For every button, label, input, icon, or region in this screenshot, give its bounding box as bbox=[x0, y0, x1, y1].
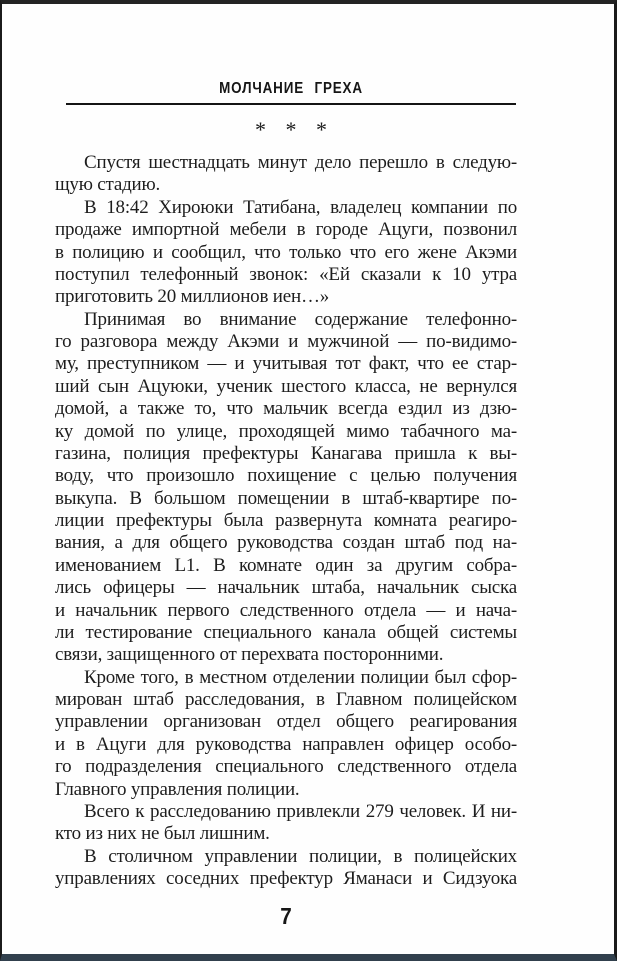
text-line: ку домой по улице, проходящей мимо табачного ма- bbox=[55, 420, 517, 442]
text-line: лись офицеры — начальник штаба, начальник сыска bbox=[55, 577, 517, 599]
text-line: го разговора между Акэми и мужчиной — по-видимо- bbox=[55, 331, 517, 352]
text-line: продаже импортной мебели в городе Ацуги, позвонил bbox=[55, 219, 517, 241]
text-line: Главного управления полиции. bbox=[55, 778, 300, 800]
text-line: воду, что произошло похищение с целью получения bbox=[55, 465, 517, 487]
text-line: Всего к расследованию привлекли 279 человек. И ни- bbox=[84, 800, 517, 822]
text-line: именованием L1. В комнате один за другим собра- bbox=[55, 554, 517, 576]
body-text bbox=[55, 152, 517, 890]
text-line: ший сын Ацуюки, ученик шестого класса, не вернулся bbox=[55, 375, 517, 397]
section-separator: * * * bbox=[255, 117, 327, 142]
text-line: лиции префектуры была развернута комната реагиро- bbox=[55, 510, 517, 531]
text-line: щую стадию. bbox=[55, 174, 161, 196]
text-line: кто из них не был лишним. bbox=[55, 823, 270, 845]
text-line: и начальник первого следственного отдела — и нача- bbox=[55, 599, 517, 621]
text-line: В столичном управлении полиции, в полицейских bbox=[84, 845, 517, 867]
text-line: му, преступником — и учитывая тот факт, что ее стар- bbox=[55, 353, 517, 375]
text-line: ли тестирование специального канала общей системы bbox=[55, 621, 517, 643]
text-line: домой, а также то, что мальчик всегда ездил из дзю- bbox=[55, 398, 517, 420]
text-line: приготовить 20 миллионов иен…» bbox=[55, 286, 330, 308]
text-line: мирован штаб расследования, в Главном полицейском bbox=[55, 689, 517, 710]
text-line: Кроме того, в местном отделении полиции был сфор- bbox=[84, 666, 517, 688]
text-line: Принимая во внимание содержание телефонно- bbox=[84, 308, 517, 330]
text-line: управлениях соседних префектур Яманаси и Сидзуока bbox=[55, 868, 517, 889]
text-line: связи, защищенного от перехвата посторонними. bbox=[55, 644, 444, 666]
text-line: поступил телефонный звонок: «Ей сказали к 10 утра bbox=[55, 263, 517, 285]
text-line: газина, полиция префектуры Канагава пришла к вы- bbox=[55, 442, 517, 464]
text-line: го подразделения специального следственного отдела bbox=[55, 756, 517, 778]
text-line: и в Ацуги для руководства направлен офицер особо- bbox=[55, 733, 517, 755]
running-header-title: МОЛЧАНИЕ ГРЕХА bbox=[219, 80, 363, 97]
header-rule bbox=[66, 103, 516, 105]
page-number: 7 bbox=[280, 903, 292, 929]
text-line: в полицию и сообщил, что только что его жене Акэми bbox=[55, 241, 517, 263]
text-line: управлении организован отдел общего реагирования bbox=[55, 711, 517, 733]
text-line: Спустя шестнадцать минут дело перешло в следую- bbox=[84, 152, 517, 173]
text-line: выкупа. В большом помещении в штаб-квартире по- bbox=[55, 487, 517, 509]
text-line: вания, а для общего руководства создан штаб под на- bbox=[55, 532, 517, 554]
text-line: В 18:42 Хироюки Татибана, владелец компании по bbox=[84, 196, 517, 218]
